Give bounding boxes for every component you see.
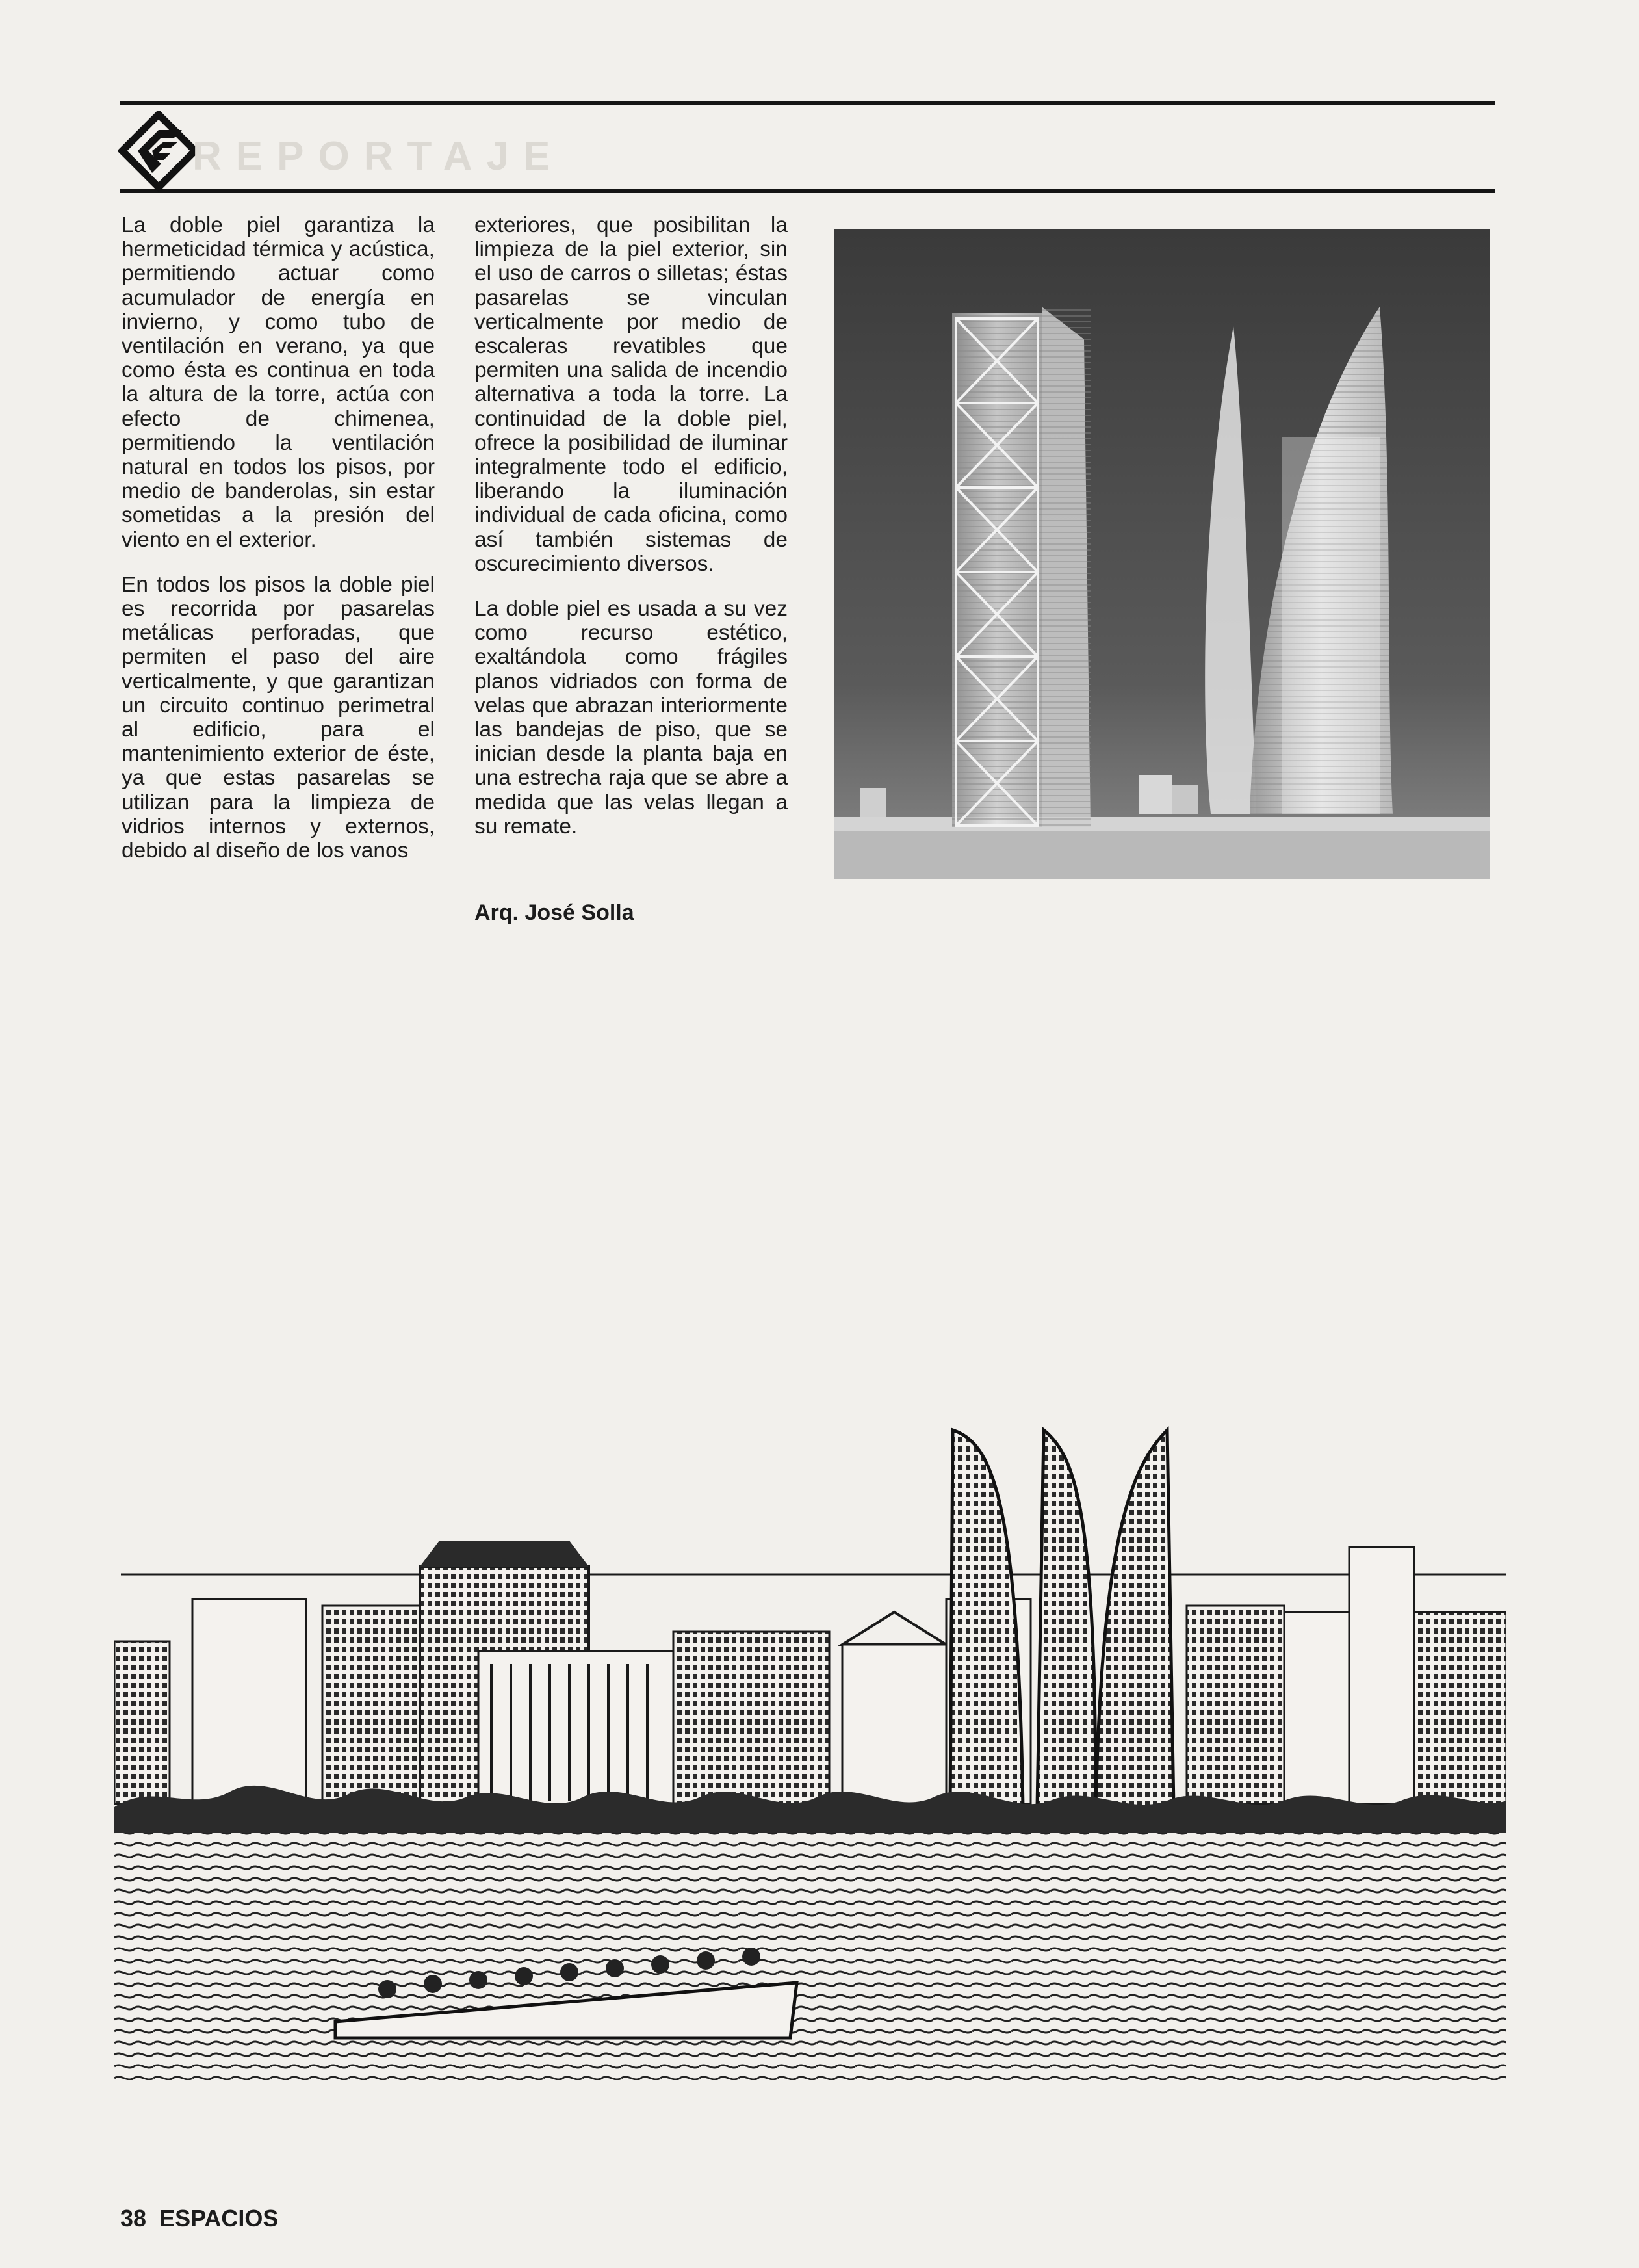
tower-model-photo (834, 229, 1490, 879)
publication-name: ESPACIOS (159, 2205, 279, 2232)
paragraph: En todos los pisos la doble piel es recorrida por pasarelas metálicas perforadas, que permiten el paso del aire verticalmente, y que garantizan un circuito continuo perimetral al edificio, para el mantenimiento exterior de éste, ya que estas pasarelas se utilizan para la limpieza de vidrios internos y externos, debido al diseño de los vanos (122, 572, 435, 863)
paragraph: exteriores, que posibilitan la limpieza de la piel exterior, sin el uso de carros o silletas; éstas pasarelas se vinculan verticalmente por medio de escaleras revatibles que permiten una salida de incendio alternativa a toda la torre. La continuidad de la doble piel, ofrece la posibilidad de iluminar integralmente todo el edificio, liberando la iluminación individual de cada oficina, como así también sistemas de oscurecimiento diversos. (474, 213, 788, 576)
page-number: 38 (120, 2205, 147, 2232)
paragraph: La doble piel garantiza la hermeticidad térmica y acústica, permitiendo actuar como acumulador de energía en invierno, y como tubo de ventilación en verano, ya que como ésta es continua en toda la altura de la torre, actúa con efecto de chimenea, permitiendo la ventilación natural en todos los pisos, por medio de banderolas, sin estar sometidas a la presión del viento en el exterior. (122, 213, 435, 552)
header-bottom-rule (120, 189, 1495, 193)
magazine-logo-icon (118, 111, 200, 192)
article-column-2 (474, 213, 788, 859)
article-column-1 (122, 213, 435, 883)
skyline-sketch-illustration (114, 1417, 1506, 2080)
page-footer (120, 2205, 278, 2232)
header-top-rule (120, 101, 1495, 105)
paragraph: La doble piel es usada a su vez como recurso estético, exaltándola como frágiles planos vidriados con forma de velas que abrazan interiormente las bandejas de piso, que se inician desde la planta baja en una estrecha raja que se abre a medida que las velas llegan a su remate. (474, 597, 788, 839)
author-signature: Arq. José Solla (474, 900, 634, 925)
section-label: REPORTAJE (192, 134, 565, 179)
